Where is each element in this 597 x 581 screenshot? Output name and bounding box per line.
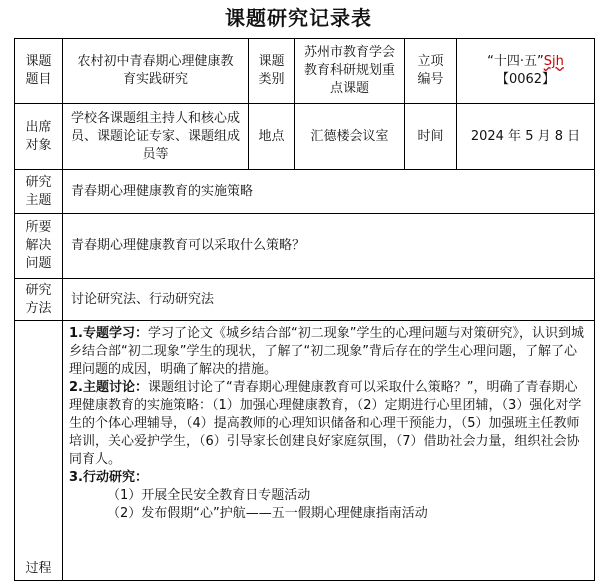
id-prefix: “十四·五” bbox=[487, 54, 544, 69]
type-label: 课题 类别 bbox=[249, 39, 295, 104]
process-content bbox=[63, 321, 595, 581]
id-value bbox=[457, 39, 595, 104]
list-item: （1）开展全民安全教育日专题活动 bbox=[107, 488, 311, 503]
row-theme bbox=[15, 170, 595, 214]
process-section-1: 1.专题学习：学习了论文《城乡结合部“初二现象”学生的心理问题与对策研究》，认识到城乡结合部“初二现象”学生的现状，了解了“初二现象”背后存在的学生心理问题，了解了心理问题的成因，明确了解决的措施。 bbox=[69, 326, 584, 377]
problem-label: 所要 解决 问题 bbox=[15, 214, 63, 279]
process-label: 过程 bbox=[15, 321, 63, 581]
theme-label: 研究 主题 bbox=[15, 170, 63, 214]
attendees-value: 学校各课题组主持人和核心成员、课题论证专家、课题组成员等 bbox=[63, 104, 249, 170]
attendees-label: 出席 对象 bbox=[15, 104, 63, 170]
method-label: 研究 方法 bbox=[15, 279, 63, 321]
row-method bbox=[15, 279, 595, 321]
theme-value: 青春期心理健康教育的实施策略 bbox=[63, 170, 595, 214]
id-code: Sjh bbox=[543, 54, 564, 69]
row-process bbox=[15, 321, 595, 581]
id-number: 【0062】 bbox=[495, 72, 556, 87]
row-attendees bbox=[15, 104, 595, 170]
topic-label: 课题 题目 bbox=[15, 39, 63, 104]
place-value: 汇德楼会议室 bbox=[295, 104, 405, 170]
process-section-3: 3.行动研究： bbox=[69, 470, 148, 485]
problem-value: 青春期心理健康教育可以采取什么策略？ bbox=[63, 214, 595, 279]
time-value: 2024 年 5 月 8 日 bbox=[457, 104, 595, 170]
list-item: （2）发布假期“心”护航——五一假期心理健康指南活动 bbox=[107, 506, 428, 521]
page-title: 课题研究记录表 bbox=[225, 6, 372, 30]
type-value: 苏州市教育学会教育科研规划重点课题 bbox=[295, 39, 405, 104]
time-label: 时间 bbox=[405, 104, 457, 170]
process-section-2: 2.主题讨论：课题组讨论了“青春期心理健康教育可以采取什么策略？”，明确了青春期心理健康教育的实施策略：（1）加强心理健康教育，（2）定期进行心里团辅，（3）强化对学生的个体心理辅导，（4）提高教师的心理知识储备和心理干预能力，（5）加强班主任教师培训，关心爱护学生，（6）引导家长创建良好家庭氛围，（7）借助社会力量，组织社会协同育人。 bbox=[69, 380, 582, 467]
topic-value: 农村初中青春期心理健康教育实践研究 bbox=[63, 39, 249, 104]
place-label: 地点 bbox=[249, 104, 295, 170]
record-table bbox=[14, 38, 595, 581]
id-label: 立项 编号 bbox=[405, 39, 457, 104]
row-topic bbox=[15, 39, 595, 104]
row-problem bbox=[15, 214, 595, 279]
method-value: 讨论研究法、行动研究法 bbox=[63, 279, 595, 321]
